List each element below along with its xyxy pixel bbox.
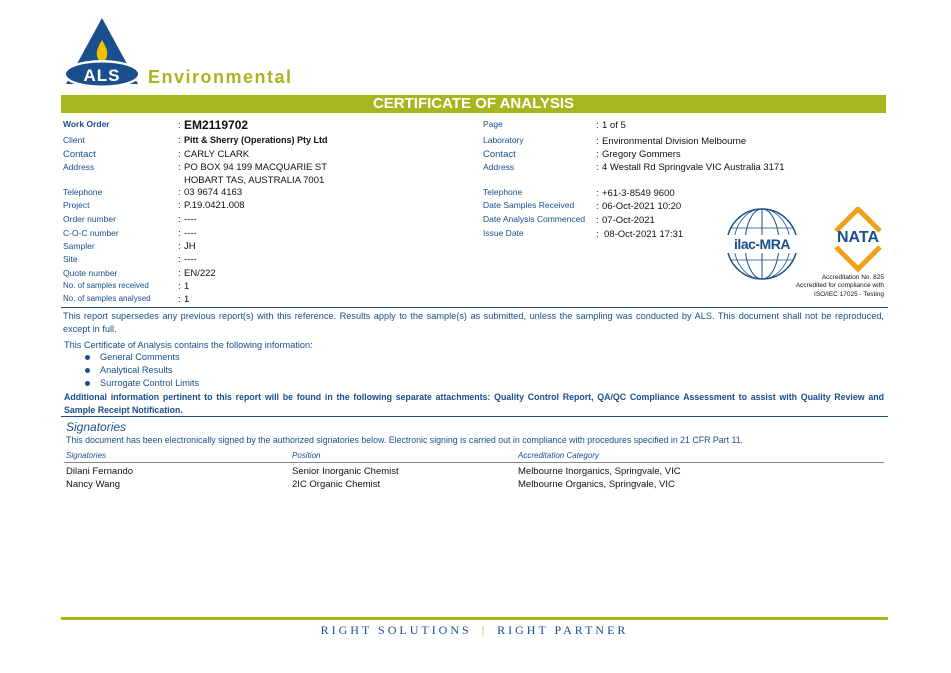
- supersedes-notice: This report supersedes any previous report(s) with this reference. Results apply to the sample(s) as submitted, unless the sampling was conducted by ALS. This document shall not be reproduced, except in full.: [63, 311, 884, 334]
- date-commenced-label: Date Analysis Commenced: [483, 214, 586, 224]
- signatory-position: 2IC Organic Chemist: [292, 479, 381, 490]
- samples-analysed-label: No. of samples analysed: [63, 294, 151, 303]
- colon: :: [596, 215, 599, 226]
- divider: [61, 416, 888, 417]
- nata-text: NATA: [836, 229, 880, 246]
- colon: :: [178, 149, 181, 160]
- als-logo: [62, 16, 142, 90]
- page-value: 1 of 5: [602, 120, 626, 131]
- colon: :: [596, 229, 599, 240]
- page-title: CERTIFICATE OF ANALYSIS: [372, 95, 575, 112]
- site-label: Site: [63, 254, 78, 264]
- list-item: Analytical Results: [100, 365, 173, 375]
- contact-value: CARLY CLARK: [184, 149, 250, 160]
- samples-received-label: No. of samples received: [63, 281, 149, 290]
- signatory-name: Nancy Wang: [66, 479, 121, 490]
- footer-tagline: [61, 623, 888, 638]
- colon: :: [178, 214, 181, 225]
- table-header-rule: [64, 462, 884, 463]
- samples-analysed-value: 1: [184, 294, 190, 305]
- coc-number-value: ----: [184, 228, 197, 239]
- accreditation-compliance: Accredited for compliance with: [795, 282, 884, 289]
- accreditation-iso: ISO/IEC 17025 - Testing: [814, 291, 884, 298]
- bullet-icon: [85, 381, 90, 386]
- colon: :: [178, 228, 181, 239]
- signatory-position: Senior Inorganic Chemist: [292, 466, 399, 477]
- telephone-value: 03 9674 4163: [184, 187, 243, 198]
- colon: :: [178, 281, 181, 292]
- lab-telephone-label: Telephone: [483, 187, 523, 197]
- colon: :: [178, 200, 181, 211]
- lab-telephone-value: +61-3-8549 9600: [602, 188, 675, 199]
- divider: [61, 307, 888, 308]
- colon: :: [596, 162, 599, 173]
- colon: :: [596, 136, 599, 147]
- address-value-line2: HOBART TAS, AUSTRALIA 7001: [184, 175, 325, 186]
- signatory-category: Melbourne Organics, Springvale, VIC: [518, 479, 675, 490]
- additional-info: Additional information pertinent to this report will be found in the following separate attachments: Quality Control Report, QA/QC Compliance Assessment to assist with Quality Review and Sample Receipt Notification.: [64, 392, 884, 415]
- laboratory-value: Environmental Division Melbourne: [602, 136, 747, 147]
- lab-address-label: Address: [483, 162, 515, 172]
- ilac-text: ilac-MRA: [734, 236, 790, 252]
- colon: :: [596, 201, 599, 212]
- bullet-icon: [85, 368, 90, 373]
- signatory-category: Melbourne Inorganics, Springvale, VIC: [518, 466, 681, 477]
- accreditation-no: Accreditation No. 825: [821, 274, 884, 281]
- footer-rule: [61, 617, 888, 620]
- brand-environmental: Environmental: [148, 67, 293, 87]
- signatory-name: Dilani Fernando: [66, 466, 134, 477]
- tagline-separator: |: [481, 623, 488, 637]
- list-item: Surrogate Control Limits: [100, 378, 200, 388]
- coc-number-label: C-O-C number: [63, 228, 119, 238]
- colon: :: [596, 120, 599, 131]
- logo-text: ALS: [83, 66, 121, 85]
- bullet-icon: [85, 355, 90, 360]
- telephone-label: Telephone: [63, 187, 103, 197]
- colon: :: [178, 294, 181, 305]
- colon: :: [178, 135, 181, 146]
- colon: :: [596, 188, 599, 199]
- quote-number-label: Quote number: [63, 268, 118, 278]
- project-value: P.19.0421.008: [184, 200, 245, 211]
- contains-intro: This Certificate of Analysis contains the following information:: [64, 340, 313, 350]
- address-value: PO BOX 94 199 MACQUARIE ST: [184, 162, 328, 173]
- client-value: Pitt & Sherry (Operations) Pty Ltd: [184, 135, 328, 145]
- issue-date-value: 08-Oct-2021 17:31: [604, 229, 684, 240]
- client-label: Client: [63, 135, 85, 145]
- page-label: Page: [483, 119, 503, 129]
- order-number-value: ----: [184, 214, 197, 225]
- colon: :: [178, 120, 181, 131]
- date-received-label: Date Samples Received: [483, 200, 575, 210]
- column-header-signatories: Signatories: [66, 451, 107, 460]
- nata-logo: [830, 207, 886, 273]
- work-order-label: Work Order: [63, 119, 110, 129]
- signatories-note: This document has been electronically signed by the authorized signatories below. Electronic signing is carried out in compliance with procedures specified in 21 CFR Part 11.: [66, 435, 744, 445]
- issue-date-label: Issue Date: [483, 228, 524, 238]
- colon: :: [178, 268, 181, 279]
- colon: :: [178, 241, 181, 252]
- laboratory-label: Laboratory: [483, 135, 524, 145]
- samples-received-value: 1: [184, 281, 190, 292]
- tagline-right: RIGHT PARTNER: [497, 623, 629, 637]
- work-order-value: EM2119702: [184, 118, 249, 132]
- ilac-mra-logo: [724, 206, 800, 282]
- date-received-value: 06-Oct-2021 10:20: [602, 201, 682, 212]
- tagline-left: RIGHT SOLUTIONS: [320, 623, 472, 637]
- colon: :: [178, 187, 181, 198]
- signatories-heading: Signatories: [66, 420, 127, 434]
- colon: :: [178, 254, 181, 265]
- sampler-label: Sampler: [63, 241, 95, 251]
- lab-contact-value: Gregory Gommers: [602, 149, 681, 160]
- quote-number-value: EN/222: [184, 268, 216, 279]
- list-item: General Comments: [100, 352, 180, 362]
- colon: :: [596, 149, 599, 160]
- column-header-position: Position: [292, 451, 321, 460]
- site-value: ----: [184, 254, 197, 265]
- address-label: Address: [63, 162, 95, 172]
- lab-contact-label: Contact: [483, 149, 516, 160]
- project-label: Project: [63, 200, 90, 210]
- order-number-label: Order number: [63, 214, 116, 224]
- lab-address-value: 4 Westall Rd Springvale VIC Australia 3171: [602, 162, 785, 173]
- contact-label: Contact: [63, 149, 96, 160]
- date-commenced-value: 07-Oct-2021: [602, 215, 655, 226]
- column-header-accreditation: Accreditation Category: [518, 451, 599, 460]
- colon: :: [178, 162, 181, 173]
- sampler-value: JH: [184, 241, 196, 252]
